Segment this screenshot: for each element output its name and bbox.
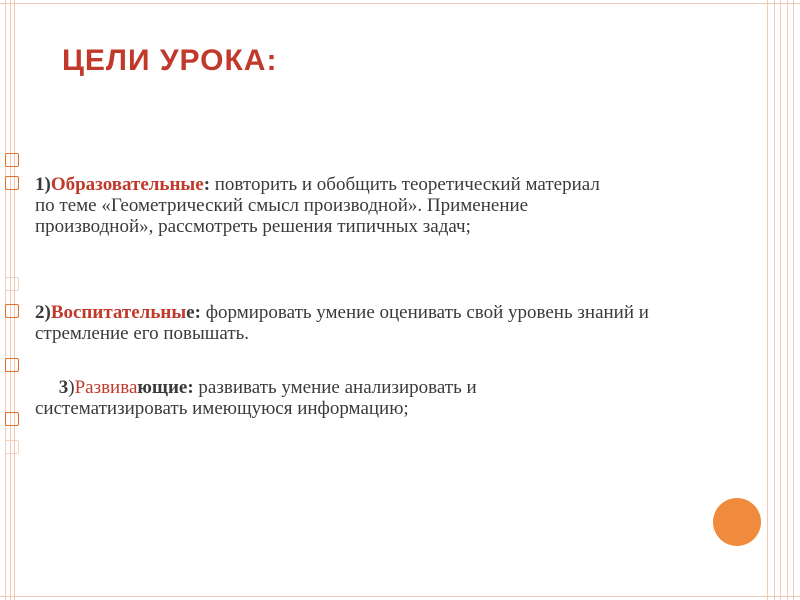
right-frame-line-4: [787, 0, 788, 600]
goal-indent: [45, 377, 59, 398]
right-frame-line-2: [774, 0, 775, 600]
right-frame-line-1: [767, 0, 768, 600]
bullet-icon: [5, 304, 19, 318]
goal-colon: :: [203, 174, 211, 195]
bullet-icon: [5, 412, 19, 426]
goal-paren: ): [68, 377, 75, 398]
goal-number: 2): [35, 302, 51, 323]
goal-number: 1): [35, 174, 51, 195]
goal-keyword: Развива: [74, 377, 138, 398]
left-frame-line-2: [10, 0, 11, 600]
goal-text: развивать умение анализировать и систематизировать имеющуюся информацию;: [35, 377, 477, 419]
goal-keyword-end: е: [186, 302, 195, 323]
top-frame-line: [0, 3, 800, 4]
goal-text: повторить и обобщить теоретический материал по теме «Геометрический смысл производной». Применение производной», рассмотреть решения типичных задач;: [35, 174, 600, 237]
bottom-frame-line: [0, 596, 800, 597]
right-frame-line-5: [793, 0, 794, 600]
bullet-icon: [5, 176, 19, 190]
bullet-icon: [5, 277, 19, 291]
goal-keyword: Воспитательны: [50, 302, 187, 323]
left-frame-line-1: [5, 0, 6, 600]
bullet-icon: [5, 358, 19, 372]
bullet-icon: [5, 153, 19, 167]
decorative-circle: [713, 498, 761, 546]
goal-developmental: [35, 356, 615, 419]
right-frame-line-3: [780, 0, 781, 600]
goal-colon: :: [194, 302, 201, 323]
bullet-icon: [5, 440, 19, 454]
goal-number: 3: [58, 377, 69, 398]
goal-text: формировать умение оценивать свой уровень знаний и стремление его повышать.: [35, 302, 649, 344]
slide-title: ЦЕЛИ УРОКА:: [62, 44, 278, 77]
goal-colon: :: [187, 377, 194, 398]
goal-keyword-end: е: [195, 174, 204, 195]
goal-upbringing: [35, 302, 655, 344]
left-frame-line-3: [14, 0, 15, 600]
goal-keyword-end: ющие: [137, 377, 188, 398]
goal-keyword: Образовательны: [50, 174, 196, 195]
goal-educational: [35, 174, 615, 237]
